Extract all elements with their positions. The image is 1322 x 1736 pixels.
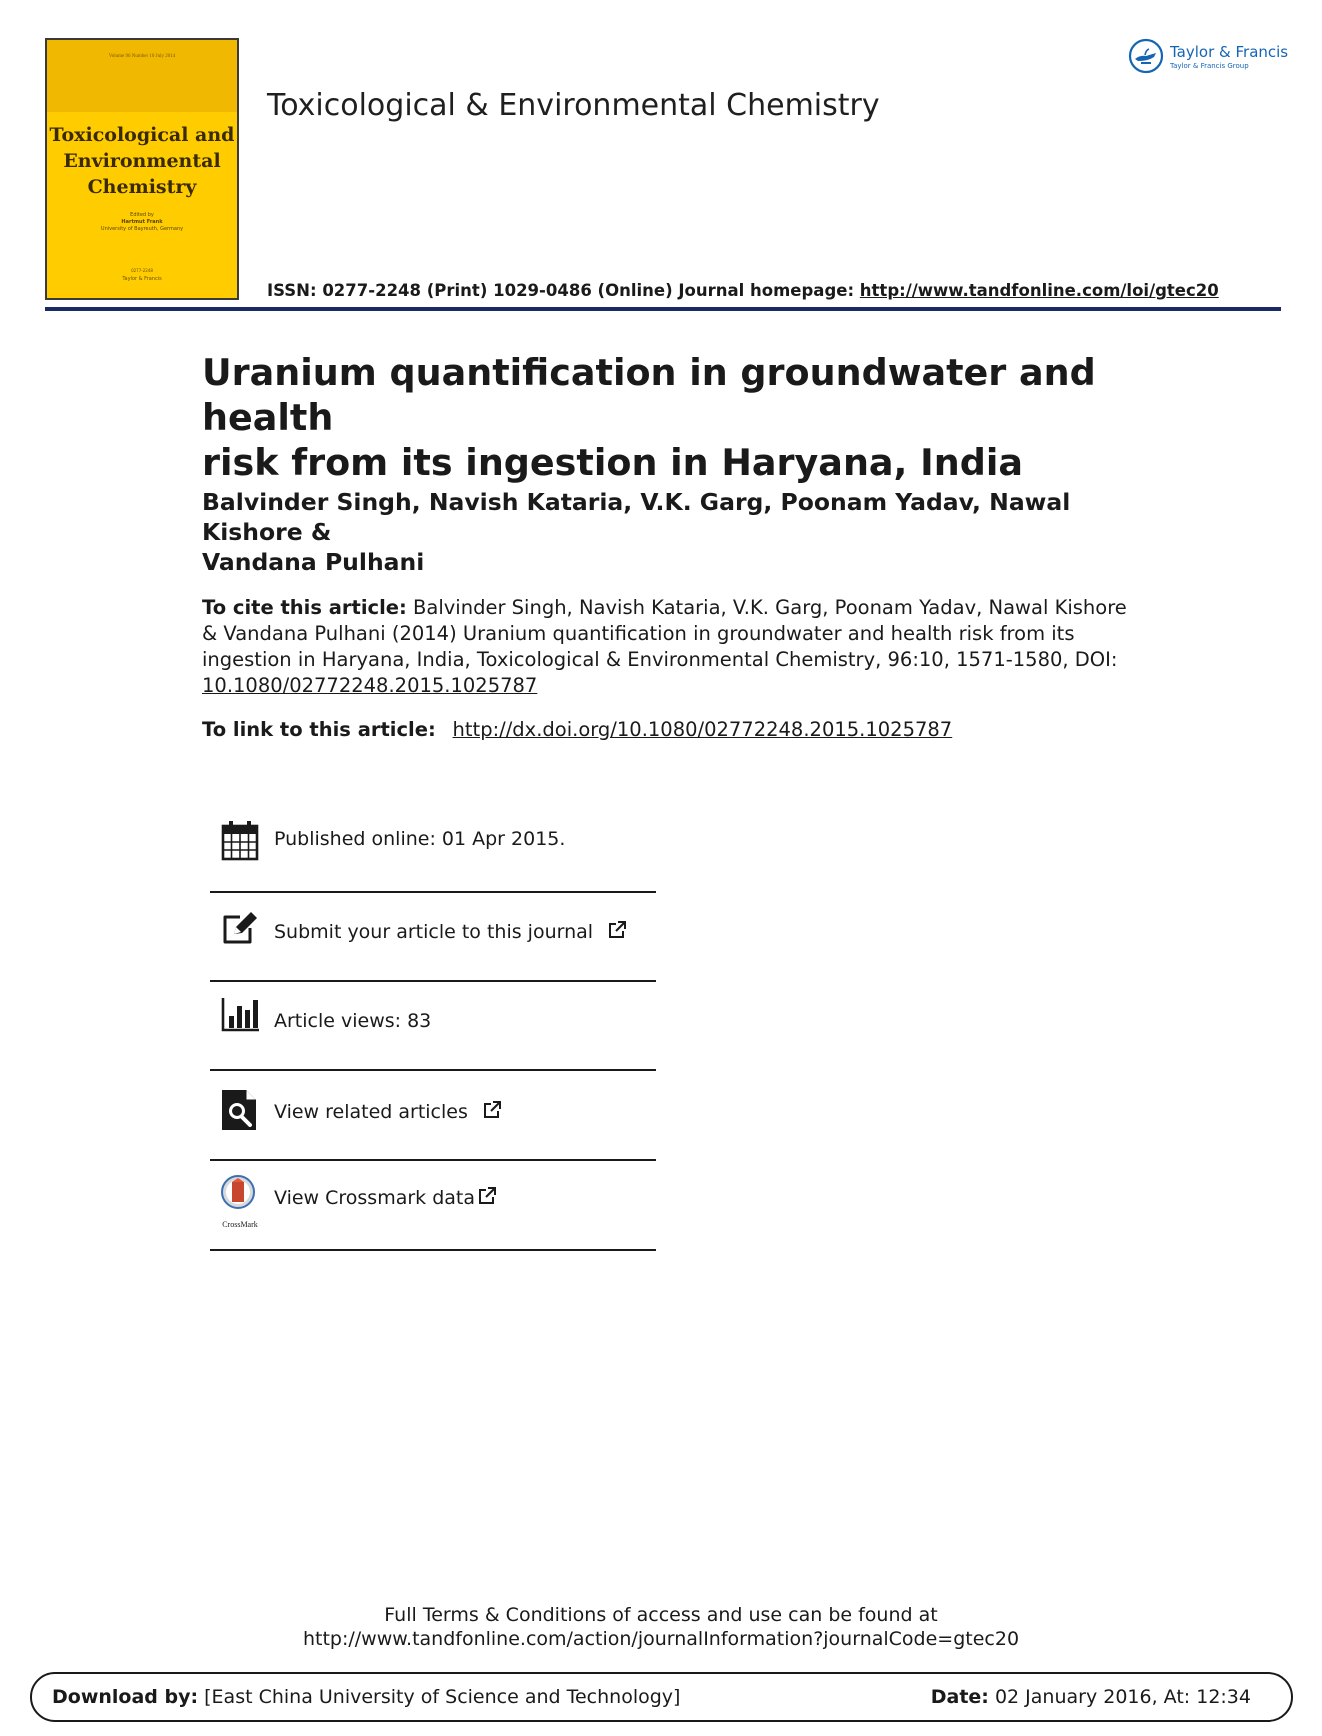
cover-title-line: Chemistry [87, 176, 197, 198]
cover-title-line: Toxicological and [49, 124, 235, 146]
submit-article-label [274, 920, 627, 943]
date-value: 02 January 2016, At: 12:34 [988, 1686, 1251, 1708]
info-divider [210, 1069, 656, 1071]
submit-article-text: Submit your article to this journal [274, 921, 594, 943]
info-divider [210, 1249, 656, 1251]
article-doi-link[interactable]: http://dx.doi.org/10.1080/02772248.2015.1025787 [452, 718, 953, 741]
calendar-icon [220, 819, 260, 863]
cover-top-band [47, 40, 237, 112]
header-divider [45, 307, 1281, 311]
external-link-icon [607, 920, 627, 940]
issn-text: ISSN: 0277-2248 (Print) 1029-0486 (Online) Journal homepage: [267, 281, 860, 300]
terms-and-conditions [0, 1603, 1322, 1651]
external-link-icon [477, 1186, 497, 1206]
journal-cover-image [45, 38, 239, 300]
journal-title: Toxicological & Environmental Chemistry [267, 88, 880, 123]
date-label: Date: [930, 1686, 989, 1708]
download-date [931, 1686, 1251, 1708]
download-label: Download by: [52, 1686, 199, 1708]
cover-editor-label: Edited by [130, 212, 154, 218]
info-divider [210, 980, 656, 982]
info-row-views [210, 994, 656, 1064]
crossmark-link[interactable] [210, 1174, 656, 1246]
cover-title-line: Environmental [63, 150, 221, 172]
bar-chart-icon [220, 994, 260, 1038]
crossmark-caption: CrossMark [222, 1220, 258, 1229]
terms-link[interactable]: http://www.tandfonline.com/action/journalInformation?journalCode=gtec20 [302, 1628, 1020, 1650]
cover-editor-affil: University of Bayreuth, Germany [100, 226, 184, 232]
article-title-line: Uranium quantification in groundwater and health [202, 351, 1096, 439]
cover-editor [47, 212, 237, 233]
terms-line: Full Terms & Conditions of access and use can be found at [384, 1604, 938, 1626]
authors-line: Balvinder Singh, Navish Kataria, V.K. Garg, Poonam Yadav, Nawal Kishore & [202, 488, 1071, 546]
download-info-bar [30, 1672, 1293, 1722]
taylor-francis-logo[interactable] [1128, 38, 1288, 78]
crossmark-text: View Crossmark data [274, 1187, 476, 1209]
article-link-block [202, 717, 1132, 743]
cover-issue-line: Volume 96 Number 10 July 2014 [108, 54, 176, 59]
cover-publisher: Taylor & Francis [122, 276, 162, 282]
cover-editor-name: Hartmut Frank [121, 219, 163, 225]
info-divider [210, 891, 656, 893]
link-label: To link to this article: [202, 718, 443, 741]
edit-icon [220, 908, 260, 952]
download-by [52, 1686, 680, 1708]
article-title-line: risk from its ingestion in Haryana, India [202, 441, 1023, 484]
crossmark-label [274, 1186, 497, 1209]
publisher-group: Taylor & Francis Group [1170, 62, 1249, 70]
publisher-name: Taylor & Francis [1170, 43, 1289, 61]
cover-title [47, 122, 237, 200]
issn-line [267, 281, 1219, 300]
article-authors [202, 487, 1162, 577]
cover-issn: 0277-2248 [131, 268, 153, 273]
authors-line: Vandana Pulhani [202, 548, 425, 576]
related-articles-link[interactable] [210, 1084, 656, 1154]
submit-article-link[interactable] [210, 906, 656, 976]
cite-label: To cite this article: [202, 596, 407, 619]
cite-text: Balvinder Singh, Navish Kataria, V.K. Garg, Poonam Yadav, Nawal Kishore & Vandana Pulhani (2014) Uranium quantification in groundwater and health risk from its ingestion in Haryana, India, Toxicological & Environmental Chemistry, 96:10, 1571-1580, DOI: [202, 596, 1127, 671]
article-views: Article views: 83 [274, 1010, 432, 1032]
info-row-published [210, 815, 656, 885]
download-value: [East China University of Science and Technology] [198, 1686, 681, 1708]
taylor-francis-lamp-icon [1128, 38, 1164, 74]
related-articles-text: View related articles [274, 1101, 468, 1123]
citation-block [202, 595, 1132, 699]
crossmark-icon [218, 1174, 258, 1218]
related-articles-label [274, 1100, 502, 1123]
journal-homepage-link[interactable]: http://www.tandfonline.com/loi/gtec20 [859, 281, 1219, 300]
document-search-icon [220, 1088, 260, 1132]
published-date: Published online: 01 Apr 2015. [274, 828, 566, 850]
article-title [202, 350, 1162, 485]
cite-doi-link[interactable]: 10.1080/02772248.2015.1025787 [202, 674, 538, 697]
info-divider [210, 1159, 656, 1161]
external-link-icon [482, 1100, 502, 1120]
